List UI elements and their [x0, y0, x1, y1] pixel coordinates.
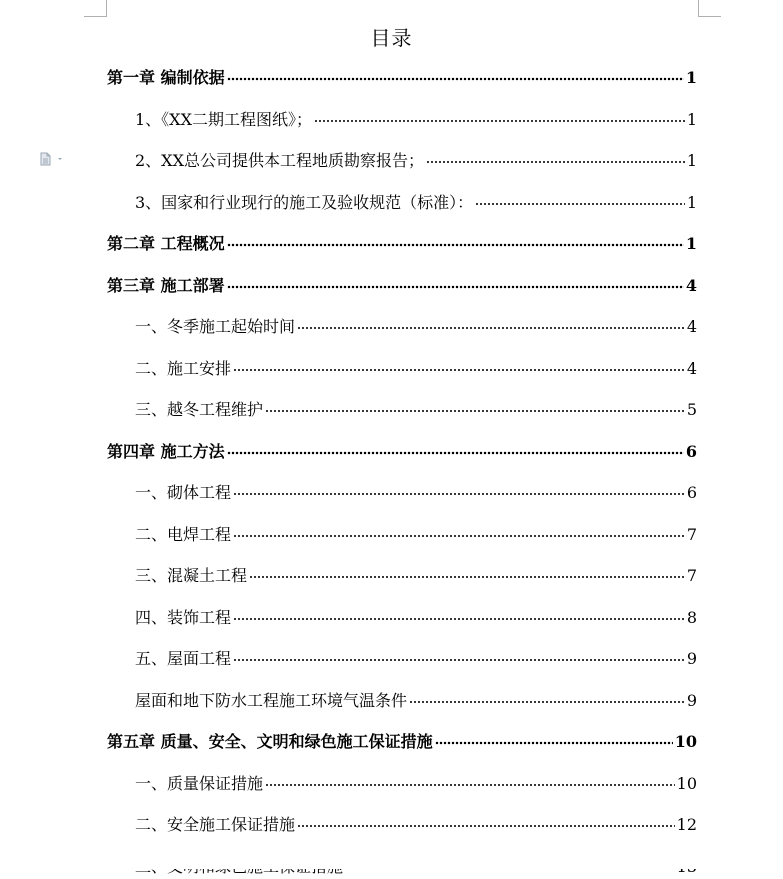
toc-page-number: 1: [686, 151, 697, 170]
toc-page-number: 9: [686, 691, 697, 710]
toc-entry-text: 三、越冬工程维护: [135, 400, 264, 419]
toc-entry-text: 第三章 施工部署: [107, 276, 225, 295]
document-icon[interactable]: [40, 152, 64, 166]
toc-chapter-entry[interactable]: [107, 440, 697, 464]
toc-dot-leader: [265, 783, 675, 789]
toc-entry-text: 第一章 编制依据: [107, 68, 225, 87]
toc-chapter-entry[interactable]: [107, 232, 697, 256]
toc-dot-leader: [475, 202, 685, 208]
toc-section-entry[interactable]: [135, 606, 697, 630]
toc-dot-leader: [426, 160, 685, 166]
toc-page-number: 7: [686, 525, 697, 544]
toc-dot-leader: [314, 119, 685, 125]
toc-chapter-entry[interactable]: [107, 66, 697, 90]
toc-dot-leader: [233, 617, 685, 623]
toc-dot-leader: [227, 285, 684, 291]
toc-section-entry[interactable]: [135, 398, 697, 422]
toc-page-number: 6: [685, 442, 697, 461]
toc-dot-leader: [227, 451, 684, 457]
toc-entry-text: 三、混凝土工程: [135, 566, 248, 585]
toc-section-entry[interactable]: [135, 689, 697, 713]
toc-page-number: 5: [686, 400, 697, 419]
toc-entry-text: 一、冬季施工起始时间: [135, 317, 296, 336]
toc-entry-text: 第四章 施工方法: [107, 442, 225, 461]
toc-entry-text: 二、安全施工保证措施: [135, 815, 296, 834]
toc-entry-text: 五、屋面工程: [135, 649, 232, 668]
toc-entry-text: 屋面和地下防水工程施工环境气温条件: [135, 691, 408, 710]
toc-dot-leader: [227, 77, 684, 83]
toc-page-number: 8: [686, 608, 697, 627]
toc-chapter-entry[interactable]: [107, 730, 697, 754]
toc-entry-text: 第二章 工程概况: [107, 234, 225, 253]
toc-dot-leader: [297, 824, 675, 830]
toc-page-number: 4: [686, 317, 697, 336]
toc-entry-text: 四、装饰工程: [135, 608, 232, 627]
toc-entry-text: 二、施工安排: [135, 359, 232, 378]
toc-section-entry[interactable]: [135, 108, 697, 132]
toc-page-number: 10: [674, 732, 697, 751]
toc-page-number: 1: [685, 68, 697, 87]
toc-dot-leader: [233, 368, 685, 374]
toc-section-entry[interactable]: [135, 564, 697, 588]
page-title: 目录: [370, 26, 413, 50]
toc-dot-leader: [249, 575, 685, 581]
toc-dot-leader: [409, 700, 685, 706]
toc-chapter-entry[interactable]: [107, 274, 697, 298]
toc-page-number: 9: [686, 649, 697, 668]
toc-section-entry[interactable]: [135, 191, 697, 215]
toc-section-entry[interactable]: [135, 149, 697, 173]
toc-page-number: 4: [686, 359, 697, 378]
toc-dot-leader: [233, 534, 685, 540]
toc-entry-text: 2、XX总公司提供本工程地质勘察报告；: [135, 151, 424, 170]
toc-section-entry[interactable]: [135, 315, 697, 339]
toc-section-entry[interactable]: [135, 647, 697, 671]
toc-page-number: 1: [686, 110, 697, 129]
toc-dot-leader: [233, 492, 685, 498]
toc-section-entry[interactable]: [135, 772, 697, 796]
toc-entry-text: 一、质量保证措施: [135, 774, 264, 793]
toc-page-number: 12: [676, 815, 697, 834]
toc-section-entry[interactable]: [135, 481, 697, 505]
toc-entry-text: 1、《XX二期工程图纸》；: [135, 110, 312, 129]
toc-section-entry[interactable]: [135, 813, 697, 837]
toc-page-number: 4: [685, 276, 697, 295]
toc-page-number: 1: [686, 193, 697, 212]
toc-dot-leader: [265, 409, 685, 415]
toc-dot-leader: [435, 741, 673, 747]
toc-entry-text: 第五章 质量、安全、文明和绿色施工保证措施: [107, 732, 433, 751]
page-corner-mark-top-right: [698, 0, 721, 17]
toc-entry-text: 一、砌体工程: [135, 483, 232, 502]
toc-page-number: 6: [686, 483, 697, 502]
toc-dot-leader: [233, 658, 685, 664]
toc-section-entry[interactable]: [135, 357, 697, 381]
toc-dot-leader: [227, 243, 684, 249]
toc-entry-text: 3、国家和行业现行的施工及验收规范（标准）：: [135, 193, 474, 212]
toc-section-entry[interactable]: [135, 523, 697, 547]
toc-entry-text: 二、电焊工程: [135, 525, 232, 544]
toc-page-number: 1: [685, 234, 697, 253]
toc-page-number: 10: [676, 774, 697, 793]
page-corner-mark-top-left: [84, 0, 107, 17]
toc-dot-leader: [297, 326, 685, 332]
toc-page-number: 7: [686, 566, 697, 585]
page-bottom-cutoff: [0, 856, 783, 869]
